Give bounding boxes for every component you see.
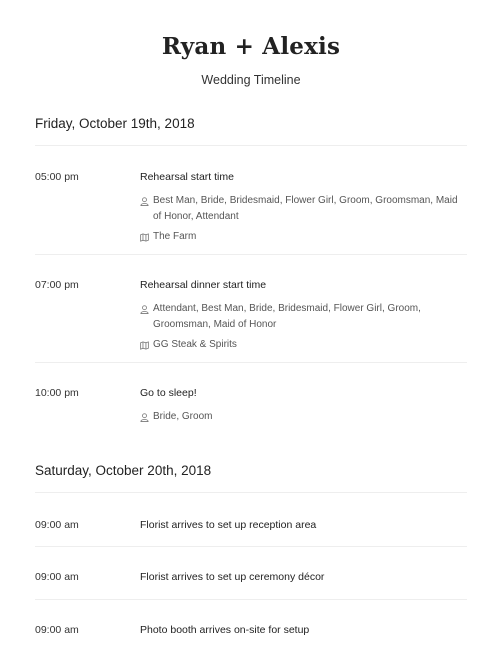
event-details — [140, 171, 467, 245]
event-title: Florist arrives to set up ceremony décor — [140, 571, 325, 583]
day-heading: Saturday, October 20th, 2018 — [35, 463, 212, 478]
day-section — [35, 116, 467, 146]
people-list: Best Man, Bride, Bridesmaid, Flower Girl, Groom, Groomsman, Maid of Honor, Attendant — [153, 195, 458, 222]
location-name: The Farm — [153, 231, 197, 242]
event-location — [140, 337, 467, 353]
divider — [35, 145, 467, 146]
event-time: 09:00 am — [35, 624, 79, 636]
event-title: Rehearsal dinner start time — [140, 279, 267, 291]
divider — [35, 362, 467, 363]
event-time: 10:00 pm — [35, 387, 79, 399]
person-icon — [140, 409, 149, 425]
people-list: Bride, Groom — [153, 411, 213, 422]
event-details — [140, 571, 467, 583]
event-title: Florist arrives to set up reception area — [140, 519, 317, 531]
event-time: 07:00 pm — [35, 279, 79, 291]
event-people — [140, 409, 467, 425]
event-details — [140, 519, 467, 531]
day-section — [35, 463, 467, 493]
divider — [35, 254, 467, 255]
person-icon — [140, 193, 149, 209]
divider — [35, 599, 467, 600]
event-time: 09:00 am — [35, 571, 79, 583]
event-location — [140, 229, 467, 245]
event-people — [140, 193, 467, 225]
page-header — [0, 0, 502, 87]
event-time: 09:00 am — [35, 519, 79, 531]
map-icon — [140, 229, 149, 245]
event-title: Rehearsal start time — [140, 171, 234, 183]
day-heading: Friday, October 19th, 2018 — [35, 116, 195, 131]
location-name: GG Steak & Spirits — [153, 339, 237, 350]
map-icon — [140, 337, 149, 353]
event-details — [140, 387, 467, 425]
person-icon — [140, 301, 149, 317]
people-list: Attendant, Best Man, Bride, Bridesmaid, Flower Girl, Groom, Groomsman, Maid of Honor — [153, 303, 421, 330]
event-title: Photo booth arrives on-site for setup — [140, 624, 310, 636]
page-title: Ryan + Alexis — [161, 33, 341, 60]
event-details — [140, 624, 467, 636]
page-subtitle: Wedding Timeline — [201, 73, 301, 87]
divider — [35, 492, 467, 493]
event-time: 05:00 pm — [35, 171, 79, 183]
event-details — [140, 279, 467, 353]
divider — [35, 546, 467, 547]
event-people — [140, 301, 467, 333]
event-title: Go to sleep! — [140, 387, 197, 399]
